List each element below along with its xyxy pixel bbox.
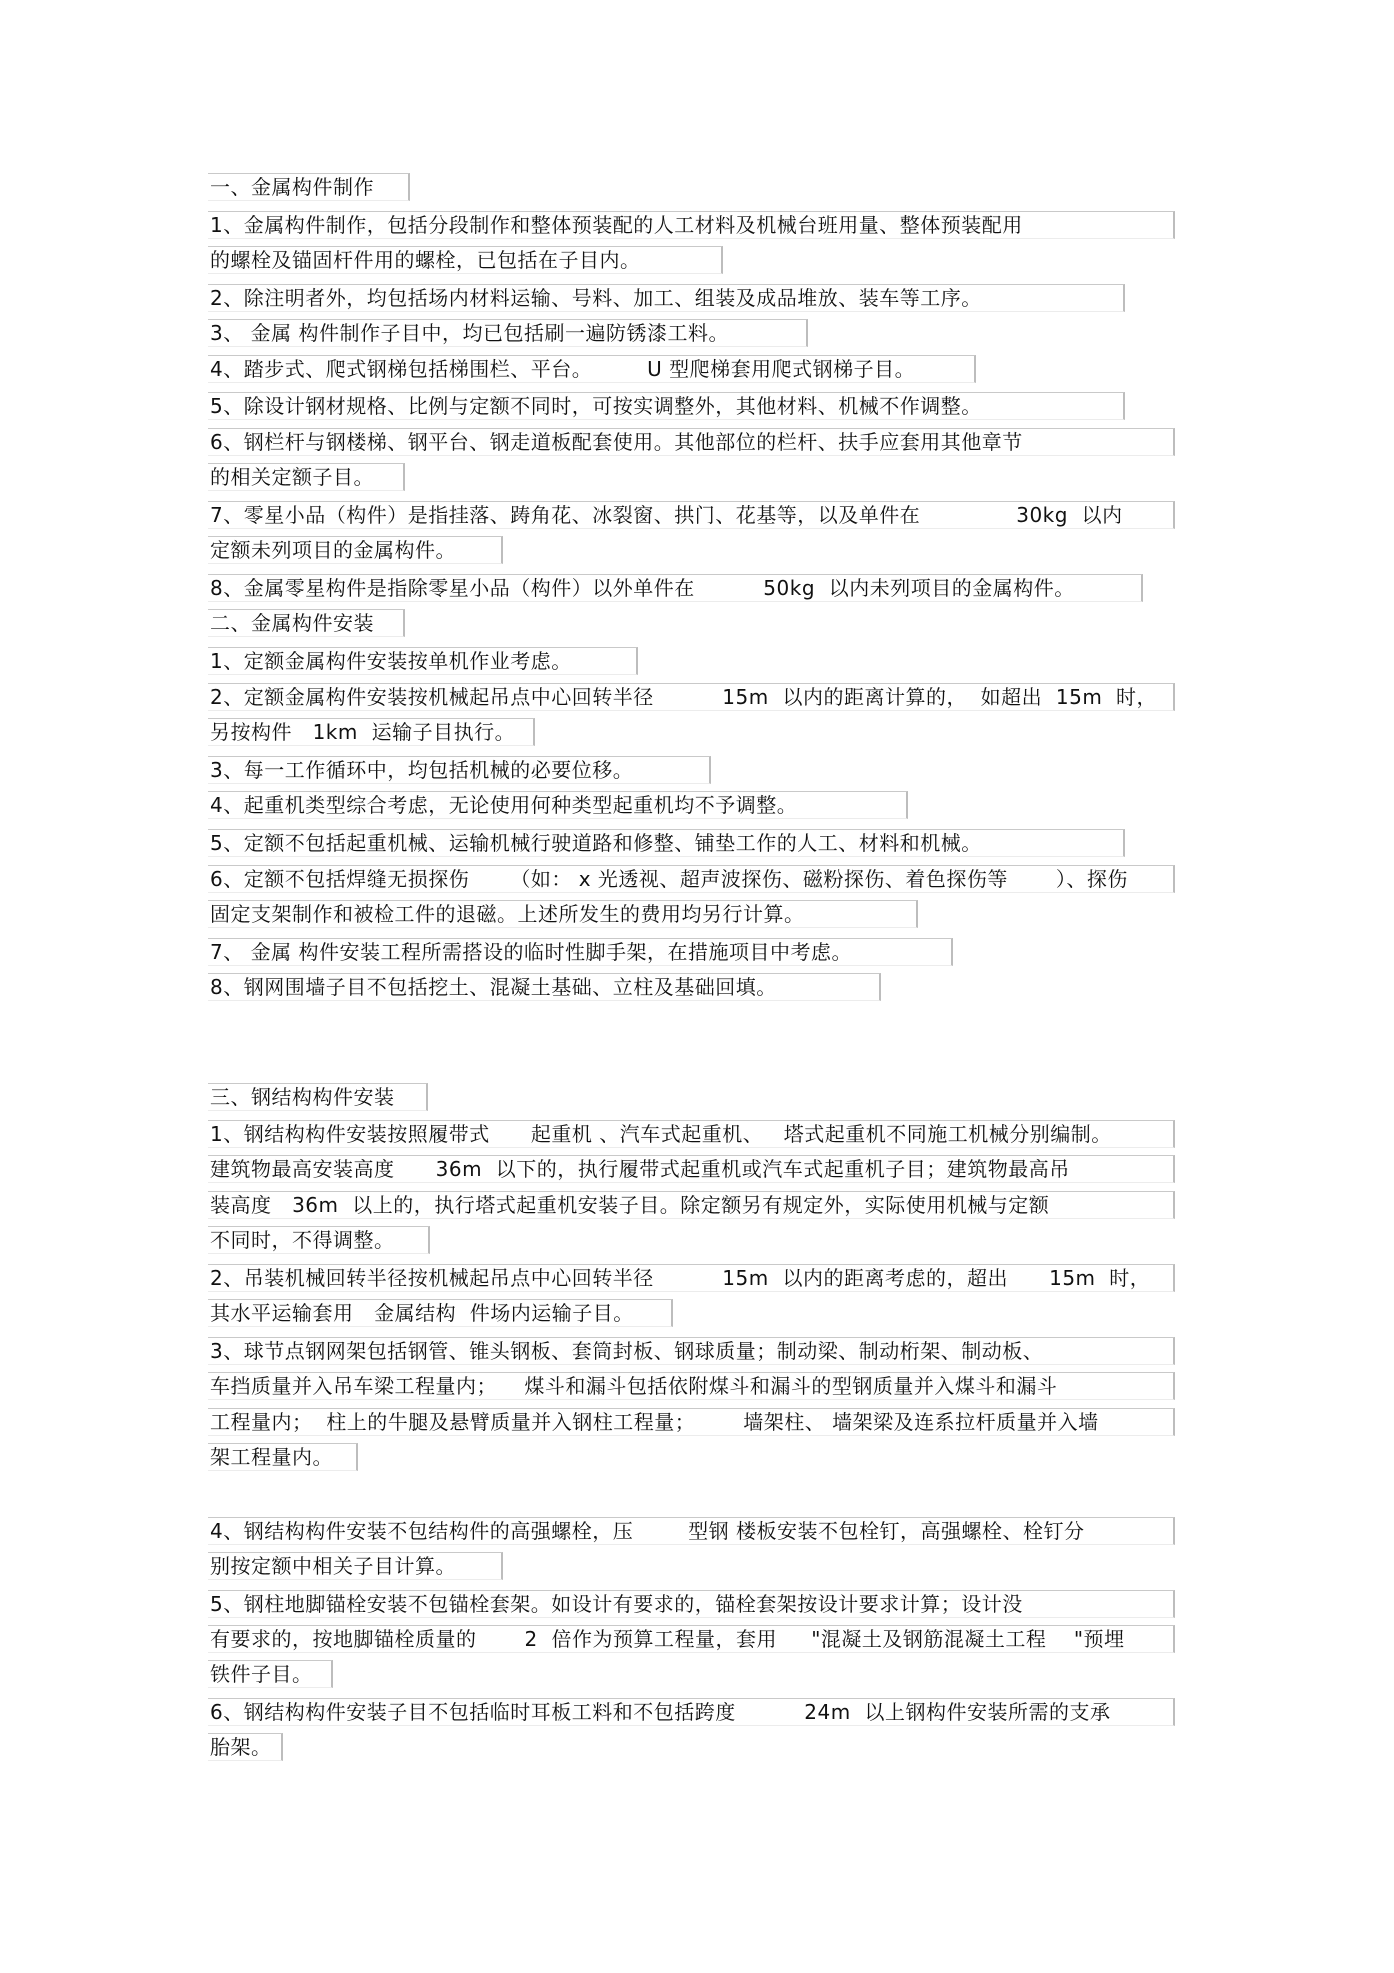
- text-line: 5、钢柱地脚锚栓安装不包锚栓套架。如设计有要求的，锚栓套架按设计要求计算；设计没: [210, 1592, 1023, 1616]
- text-line: 有要求的，按地脚锚栓质量的 2 倍作为预算工程量，套用 "混凝土及钢筋混凝土工程 "预埋: [210, 1627, 1125, 1651]
- text-line: 2、吊装机械回转半径按机械起吊点中心回转半径 15m 以内的距离考虑的，超出 15m 时，: [210, 1266, 1151, 1290]
- text-line: 车挡质量并入吊车梁工程量内； 煤斗和漏斗包括依附煤斗和漏斗的型钢质量并入煤斗和漏斗: [210, 1374, 1058, 1398]
- text-line: 定额未列项目的金属构件。: [210, 538, 456, 562]
- text-line: 4、起重机类型综合考虑，无论使用何种类型起重机均不予调整。: [210, 793, 798, 817]
- section-heading: 一、金属构件制作: [210, 175, 374, 199]
- text-line: 3、每一工作循环中，均包括机械的必要位移。: [210, 758, 634, 782]
- text-line: 别按定额中相关子目计算。: [210, 1554, 456, 1578]
- text-line: 6、钢栏杆与钢楼梯、钢平台、钢走道板配套使用。其他部位的栏杆、扶手应套用其他章节: [210, 430, 1023, 454]
- text-line: 胎架。: [210, 1735, 272, 1759]
- text-line: 5、除设计钢材规格、比例与定额不同时，可按实调整外，其他材料、机械不作调整。: [210, 394, 982, 418]
- text-line: 其水平运输套用 金属结构 件场内运输子目。: [210, 1301, 634, 1325]
- text-line: 5、定额不包括起重机械、运输机械行驶道路和修整、铺垫工作的人工、材料和机械。: [210, 831, 982, 855]
- text-line: 工程量内； 柱上的牛腿及悬臂质量并入钢柱工程量； 墙架柱、 墙架梁及连系拉杆质量并入墙: [210, 1410, 1099, 1434]
- text-line: 装高度 36m 以上的，执行塔式起重机安装子目。除定额另有规定外，实际使用机械与定额: [210, 1193, 1050, 1217]
- text-line: 4、踏步式、爬式钢梯包括梯围栏、平台。 U 型爬梯套用爬式钢梯子目。: [210, 357, 916, 381]
- text-line: 不同时，不得调整。: [210, 1228, 395, 1252]
- text-line: 8、钢网围墙子目不包括挖土、混凝土基础、立柱及基础回填。: [210, 975, 777, 999]
- text-line: 的相关定额子目。: [210, 465, 374, 489]
- text-line: 架工程量内。: [210, 1445, 333, 1469]
- text-line: 6、定额不包括焊缝无损探伤 （如： x 光透视、超声波探伤、磁粉探伤、着色探伤等 ）、探伤: [210, 867, 1128, 891]
- text-line: 2、除注明者外，均包括场内材料运输、号料、加工、组装及成品堆放、装车等工序。: [210, 286, 982, 310]
- section-heading: 三、钢结构构件安装: [210, 1085, 395, 1109]
- text-line: 另按构件 1km 运输子目执行。: [210, 720, 516, 744]
- text-line: 6、钢结构构件安装子目不包括临时耳板工料和不包括跨度 24m 以上钢构件安装所需的支承: [210, 1700, 1111, 1724]
- text-line: 3、球节点钢网架包括钢管、锥头钢板、套筒封板、钢球质量；制动梁、制动桁架、制动板、: [210, 1339, 1044, 1363]
- text-line: 7、零星小品（构件）是指挂落、踌角花、冰裂窗、拱门、花基等，以及单件在 30kg 以内: [210, 503, 1123, 527]
- text-line: 7、 金属 构件安装工程所需搭设的临时性脚手架，在措施项目中考虑。: [210, 940, 852, 964]
- text-line: 建筑物最高安装高度 36m 以下的，执行履带式起重机或汽车式起重机子目；建筑物最高吊: [210, 1157, 1070, 1181]
- text-line: 1、定额金属构件安装按单机作业考虑。: [210, 649, 572, 673]
- text-line: 8、金属零星构件是指除零星小品（构件）以外单件在 50kg 以内未列项目的金属构件。: [210, 576, 1075, 600]
- text-line: 3、 金属 构件制作子目中，均已包括刷一遍防锈漆工料。: [210, 321, 729, 345]
- text-line: 铁件子目。: [210, 1662, 313, 1686]
- text-line: 1、钢结构构件安装按照履带式 起重机 、汽车式起重机、 塔式起重机不同施工机械分别编制。: [210, 1122, 1112, 1146]
- text-line: 4、钢结构构件安装不包结构件的高强螺栓，压 型钢 楼板安装不包栓钉，高强螺栓、栓钉分: [210, 1519, 1085, 1543]
- text-line: 的螺栓及锚固杆件用的螺栓，已包括在子目内。: [210, 248, 641, 272]
- text-line: 固定支架制作和被检工件的退磁。上述所发生的费用均另行计算。: [210, 902, 805, 926]
- text-line: 1、金属构件制作，包括分段制作和整体预装配的人工材料及机械台班用量、整体预装配用: [210, 213, 1023, 237]
- text-line: 2、定额金属构件安装按机械起吊点中心回转半径 15m 以内的距离计算的， 如超出 15m 时，: [210, 685, 1158, 709]
- section-heading: 二、金属构件安装: [210, 611, 374, 635]
